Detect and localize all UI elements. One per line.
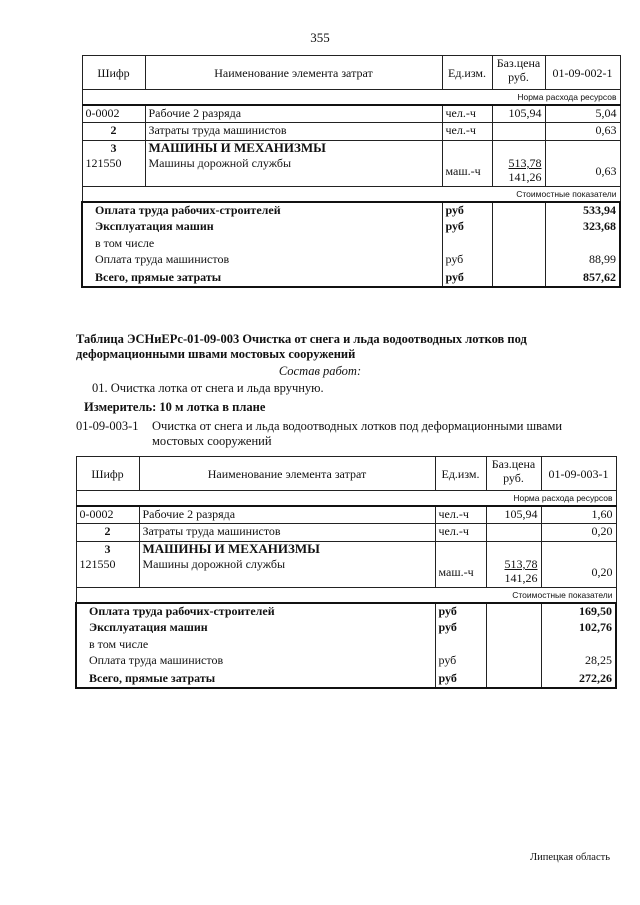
row-unit: маш.-ч <box>435 557 486 587</box>
cost-unit: руб <box>442 219 492 236</box>
cost-label: Стоимостные показатели <box>76 587 616 603</box>
item-desc-line2: мостовых сооружений <box>152 434 272 448</box>
cost-name: Оплата труда машинистов <box>76 653 435 671</box>
cost-empty <box>492 202 545 219</box>
cost-value: 272,26 <box>541 671 616 688</box>
cost-name: Всего, прямые затраты <box>82 270 442 287</box>
row-code: 2 <box>82 122 145 140</box>
page-number: 355 <box>310 30 330 45</box>
row-price-1: 513,78 <box>504 557 538 571</box>
table-row <box>76 506 616 523</box>
cost-value: 857,62 <box>545 270 620 287</box>
cost-unit: руб <box>435 653 486 671</box>
cost-name: Оплата труда рабочих-строителей <box>76 603 435 620</box>
row-value-empty <box>541 541 616 557</box>
row-value-empty <box>545 140 620 156</box>
row-unit: чел.-ч <box>435 506 486 523</box>
header-base-price-line2: руб. <box>508 70 529 84</box>
row-price-1: 513,78 <box>508 156 542 170</box>
table-row <box>76 653 616 671</box>
header-unit: Ед.изм. <box>435 457 486 491</box>
cost-value: 533,94 <box>545 202 620 219</box>
cost-empty <box>492 270 545 287</box>
cost-value: 102,76 <box>541 620 616 637</box>
row-price <box>492 156 545 186</box>
footer-region: Липецкая область <box>530 852 610 863</box>
header-base-price-line2: руб. <box>503 471 524 485</box>
table-row <box>76 637 616 653</box>
cost-empty <box>492 219 545 236</box>
work-item: 01. Очистка лотка от снега и льда вручную. <box>92 381 324 395</box>
table-row <box>82 140 620 156</box>
header-base-price <box>492 56 545 90</box>
table-row <box>82 236 620 252</box>
cost-empty <box>486 620 541 637</box>
norm-label-row <box>82 90 620 106</box>
row-name: Затраты труда машинистов <box>139 523 435 541</box>
row-name: Машины дорожной службы <box>139 557 435 587</box>
cost-name: Всего, прямые затраты <box>76 671 435 688</box>
cost-name: в том числе <box>76 637 435 653</box>
table-row <box>82 219 620 236</box>
cost-unit: руб <box>435 603 486 620</box>
row-name: Рабочие 2 разряда <box>145 105 442 122</box>
cost-unit: руб <box>442 270 492 287</box>
cost-empty <box>492 236 545 252</box>
resource-table-1 <box>81 55 621 288</box>
table-row <box>76 541 616 557</box>
section-title-line2: деформационными швами мостовых сооружений <box>76 347 356 361</box>
cost-name: Эксплуатация машин <box>76 620 435 637</box>
cost-name: Оплата труда машинистов <box>82 252 442 270</box>
table-row <box>82 252 620 270</box>
row-code: 121550 <box>82 156 145 186</box>
table-row <box>76 620 616 637</box>
row-code: 0-0002 <box>82 105 145 122</box>
cost-empty <box>492 252 545 270</box>
row-code: 121550 <box>76 557 139 587</box>
header-name: Наименование элемента затрат <box>145 56 442 90</box>
cost-unit: руб <box>435 620 486 637</box>
row-unit: чел.-ч <box>442 105 492 122</box>
header-code: Шифр <box>82 56 145 90</box>
table-row <box>76 523 616 541</box>
row-unit-empty <box>442 140 492 156</box>
table-row <box>76 671 616 688</box>
cost-empty <box>541 637 616 653</box>
header-base-price-line1: Баз.цена <box>496 56 541 70</box>
row-code: 2 <box>76 523 139 541</box>
table-row <box>82 156 620 186</box>
table-header-row <box>76 457 616 491</box>
cost-empty <box>435 637 486 653</box>
row-price <box>486 557 541 587</box>
cost-empty <box>442 236 492 252</box>
cost-value: 169,50 <box>541 603 616 620</box>
table-code: 01-09-002-1 <box>545 56 620 90</box>
row-code: 3 <box>76 541 139 557</box>
cost-name: Эксплуатация машин <box>82 219 442 236</box>
row-name: Машины дорожной службы <box>145 156 442 186</box>
row-price-empty <box>486 523 541 541</box>
table-row <box>76 557 616 587</box>
row-unit: маш.-ч <box>442 156 492 186</box>
header-base-price-line1: Баз.цена <box>491 457 536 471</box>
cost-empty <box>486 637 541 653</box>
row-value: 0,63 <box>545 122 620 140</box>
cost-label-row <box>82 186 620 202</box>
cost-label-row <box>76 587 616 603</box>
norm-label: Норма расхода ресурсов <box>76 491 616 507</box>
item-code: 01-09-003-1 <box>76 419 139 433</box>
cost-name: в том числе <box>82 236 442 252</box>
norm-label-row <box>76 491 616 507</box>
cost-unit: руб <box>435 671 486 688</box>
cost-value: 323,68 <box>545 219 620 236</box>
cost-value: 28,25 <box>541 653 616 671</box>
cost-value: 88,99 <box>545 252 620 270</box>
table-row <box>82 270 620 287</box>
cost-empty <box>545 236 620 252</box>
header-code: Шифр <box>76 457 139 491</box>
row-code: 0-0002 <box>76 506 139 523</box>
cost-empty <box>486 603 541 620</box>
cost-empty <box>486 671 541 688</box>
table-row <box>82 202 620 219</box>
meter-label: Измеритель: 10 м лотка в плане <box>84 400 266 414</box>
row-price-empty <box>492 140 545 156</box>
row-unit-empty <box>435 541 486 557</box>
table-code: 01-09-003-1 <box>541 457 616 491</box>
header-base-price <box>486 457 541 491</box>
table-row <box>82 122 620 140</box>
resource-table-2 <box>75 456 617 689</box>
row-price-2: 141,26 <box>508 170 542 184</box>
row-name: МАШИНЫ И МЕХАНИЗМЫ <box>145 140 442 156</box>
cost-name: Оплата труда рабочих-строителей <box>82 202 442 219</box>
cost-label: Стоимостные показатели <box>82 186 620 202</box>
row-code: 3 <box>82 140 145 156</box>
row-name: Затраты труда машинистов <box>145 122 442 140</box>
table-row <box>82 105 620 122</box>
cost-unit: руб <box>442 252 492 270</box>
row-value: 0,20 <box>541 557 616 587</box>
row-value: 0,20 <box>541 523 616 541</box>
norm-label: Норма расхода ресурсов <box>82 90 620 106</box>
header-unit: Ед.изм. <box>442 56 492 90</box>
row-unit: чел.-ч <box>435 523 486 541</box>
row-value: 0,63 <box>545 156 620 186</box>
work-composition-label: Состав работ: <box>278 364 362 378</box>
row-price-empty <box>486 541 541 557</box>
table-row <box>76 603 616 620</box>
row-value: 1,60 <box>541 506 616 523</box>
row-name: Рабочие 2 разряда <box>139 506 435 523</box>
section-title-line1: Таблица ЭСНиЕРс-01-09-003 Очистка от снега и льда водоотводных лотков под <box>76 332 527 346</box>
row-price: 105,94 <box>492 105 545 122</box>
row-name: МАШИНЫ И МЕХАНИЗМЫ <box>139 541 435 557</box>
row-price-2: 141,26 <box>504 571 538 585</box>
row-value: 5,04 <box>545 105 620 122</box>
row-price-empty <box>492 122 545 140</box>
row-price: 105,94 <box>486 506 541 523</box>
item-desc-line1: Очистка от снега и льда водоотводных лотков под деформационными швами <box>152 419 563 433</box>
header-name: Наименование элемента затрат <box>139 457 435 491</box>
cost-empty <box>486 653 541 671</box>
row-unit: чел.-ч <box>442 122 492 140</box>
table-header-row <box>82 56 620 90</box>
cost-unit: руб <box>442 202 492 219</box>
